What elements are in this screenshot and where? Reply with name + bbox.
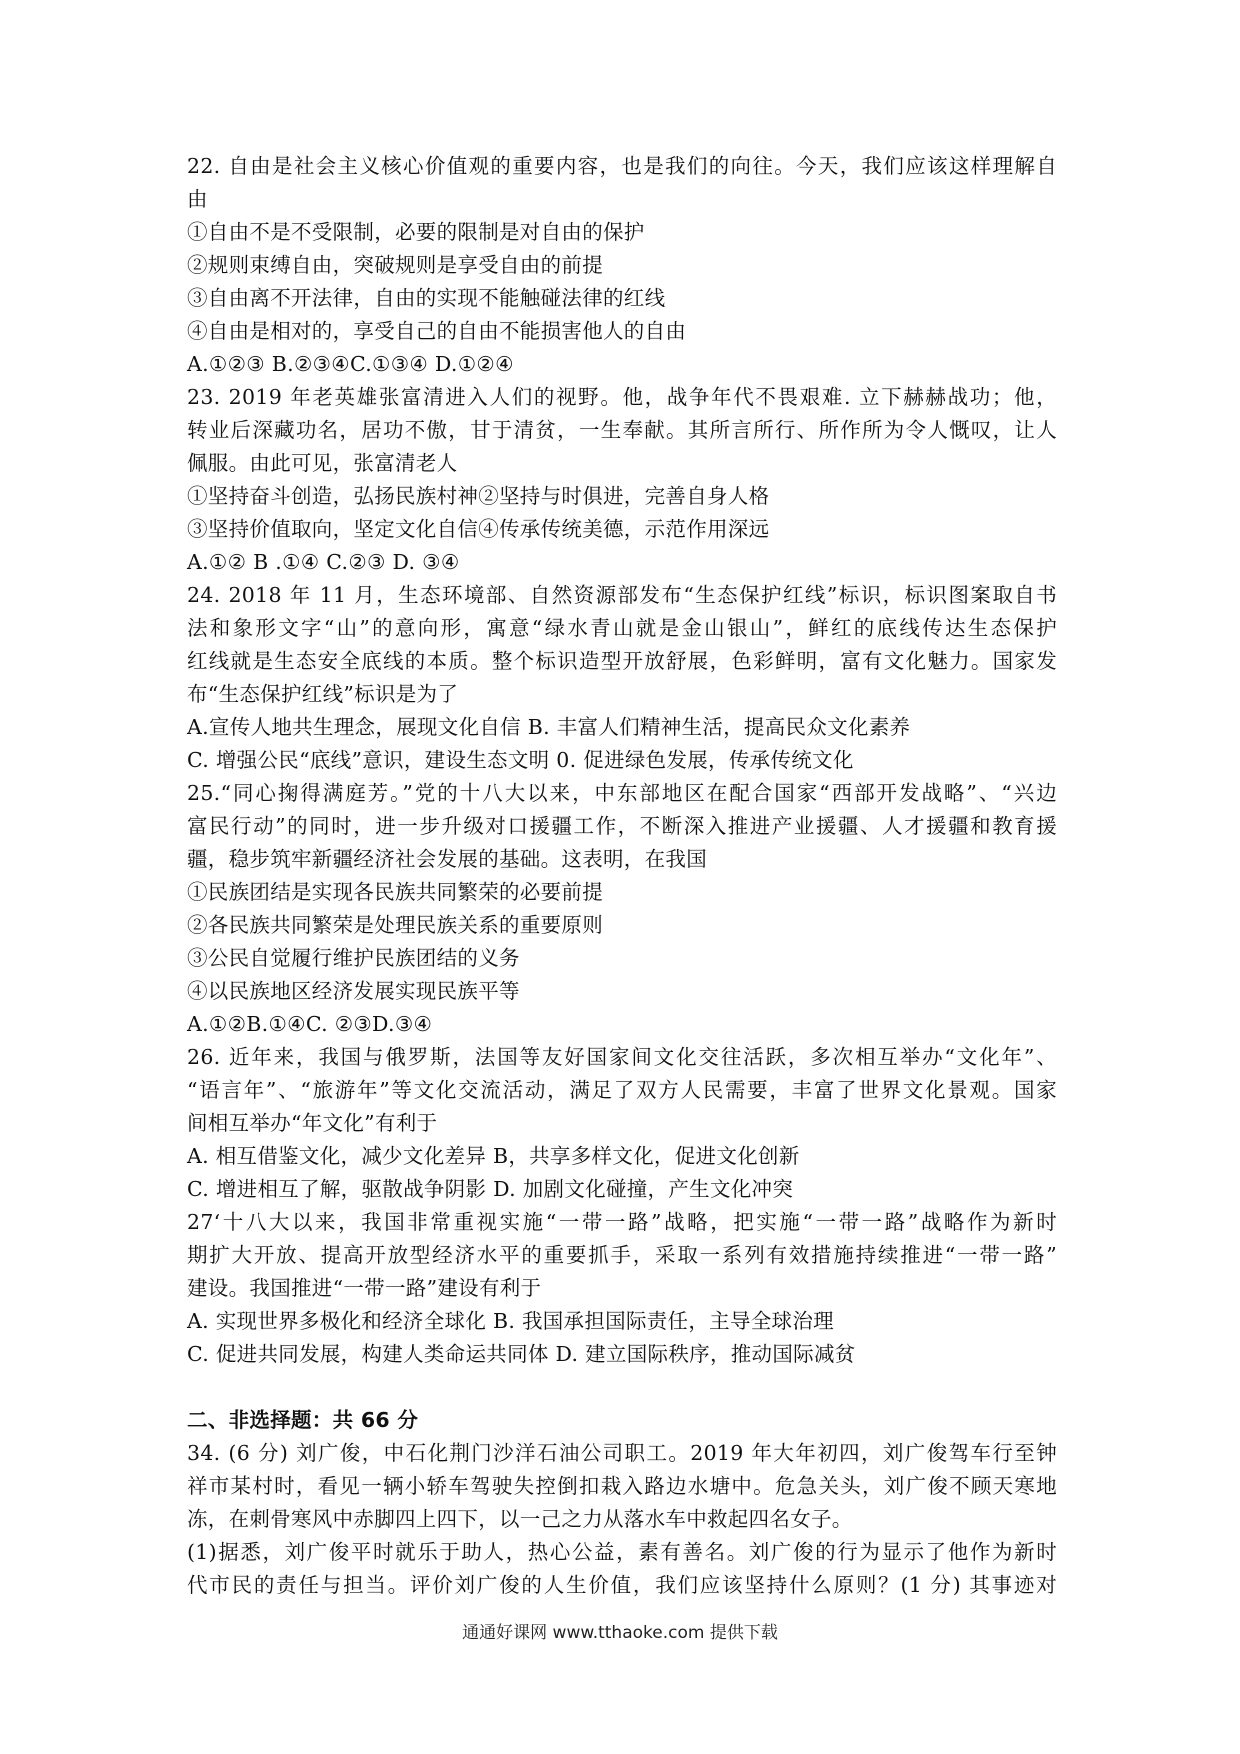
text-line: “语言年”、“旅游年”等文化交流活动，满足了双方人民需要，丰富了世界文化景观。国家: [187, 1078, 1057, 1102]
text-line: A. 相互借鉴文化，减少文化差异 B，共享多样文化，促进文化创新: [187, 1144, 800, 1168]
text-line: 24. 2018 年 11 月，生态环境部、自然资源部发布“生态保护红线”标识，标识图案取自书: [187, 583, 1057, 607]
question-block: [187, 579, 1057, 777]
text-line: ③公民自觉履行维护民族团结的义务: [187, 946, 520, 970]
text-line: 冻，在刺骨寒风中赤脚四上四下，以一己之力从落水车中救起四名女子。: [187, 1507, 853, 1531]
question-block: [187, 381, 1057, 579]
text-line: C. 促进共同发展，构建人类命运共同体 D. 建立国际秩序，推动国际减贫: [187, 1342, 856, 1366]
text-line: ③坚持价值取向，坚定文化自信④传承传统美德，示范作用深远: [187, 517, 770, 541]
text-line: 26. 近年来，我国与俄罗斯，法国等友好国家间文化交往活跃，多次相互举办“文化年”、: [187, 1045, 1057, 1069]
text-line: A.①②③ B.②③④C.①③④ D.①②④: [187, 352, 514, 376]
text-line: ④以民族地区经济发展实现民族平等: [187, 979, 520, 1003]
text-line: A.①② B .①④ C.②③ D. ③④: [187, 550, 460, 574]
text-line: C. 增进相互了解，驱散战争阴影 D. 加剧文化碰撞，产生文化冲突: [187, 1177, 794, 1201]
text-line: 34. (6 分) 刘广俊，中石化荆门沙洋石油公司职工。2019 年大年初四，刘广俊驾车行至钟: [187, 1441, 1057, 1465]
text-line: 代市民的责任与担当。评价刘广俊的人生价值，我们应该坚持什么原则？(1 分) 其事迹对: [187, 1573, 1057, 1597]
question-block: [187, 1041, 1057, 1206]
text-line: 转业后深藏功名，居功不傲，甘于清贫，一生奉献。其所言所行、所作所为令人慨叹，让人: [187, 418, 1057, 442]
text-line: 间相互举办“年文化”有利于: [187, 1111, 438, 1135]
text-line: 期扩大开放、提高开放型经济水平的重要抓手，采取一系列有效措施持续推进“一带一路”: [187, 1243, 1057, 1267]
text-line: A. 实现世界多极化和经济全球化 B. 我国承担国际责任，主导全球治理: [187, 1309, 834, 1333]
text-line: A.①②B.①④C. ②③D.③④: [187, 1012, 433, 1036]
section-spacer: [187, 1371, 1057, 1404]
section-heading: 二、非选择题：共 66 分: [187, 1408, 419, 1432]
text-line: ④自由是相对的，享受自己的自由不能损害他人的自由: [187, 319, 687, 343]
text-line: A.宣传人地共生理念，展现文化自信 B. 丰富人们精神生活，提高民众文化素养: [187, 715, 911, 739]
text-line: ②规则束缚自由，突破规则是享受自由的前提: [187, 253, 603, 277]
document-body: [187, 150, 1057, 1602]
text-line: C. 增强公民“底线”意识，建设生态文明 0. 促进绿色发展，传承传统文化: [187, 748, 854, 772]
text-line: 由: [187, 187, 208, 211]
text-line: 23. 2019 年老英雄张富清进入人们的视野。他，战争年代不畏艰难. 立下赫赫战功；他，: [187, 385, 1057, 409]
text-line: ①民族团结是实现各民族共同繁荣的必要前提: [187, 880, 603, 904]
question-block: [187, 150, 1057, 381]
text-line: (1)据悉，刘广俊平时就乐于助人，热心公益，素有善名。刘广俊的行为显示了他作为新时: [187, 1540, 1057, 1564]
text-line: 富民行动”的同时，进一步升级对口援疆工作，不断深入推进产业援疆、人才援疆和教育援: [187, 814, 1057, 838]
multiple-choice-questions: [187, 150, 1057, 1371]
question-block: [187, 777, 1057, 1041]
question-34: [187, 1437, 1057, 1602]
text-line: ①坚持奋斗创造，弘扬民族村神②坚持与时俱进，完善自身人格: [187, 484, 770, 508]
text-line: 法和象形文字“山”的意向形，寓意“绿水青山就是金山银山”，鲜红的底线传达生态保护: [187, 616, 1057, 640]
text-line: 22. 自由是社会主义核心价值观的重要内容，也是我们的向往。今天，我们应该这样理解自: [187, 154, 1057, 178]
text-line: 布“生态保护红线”标识是为了: [187, 682, 459, 706]
text-line: ①自由不是不受限制，必要的限制是对自由的保护: [187, 220, 645, 244]
text-line: 祥市某村时，看见一辆小轿车驾驶失控倒扣栽入路边水塘中。危急关头，刘广俊不顾天寒地: [187, 1474, 1057, 1498]
text-line: 疆，稳步筑牢新疆经济社会发展的基础。这表明，在我国: [187, 847, 707, 871]
page-footer: 通通好课网 www.tthaoke.com 提供下载: [462, 1623, 778, 1643]
text-line: 建设。我国推进“一带一路”建设有利于: [187, 1276, 542, 1300]
text-line: 红线就是生态安全底线的本质。整个标识造型开放舒展，色彩鲜明，富有文化魅力。国家发: [187, 649, 1057, 673]
text-line: ③自由离不开法律，自由的实现不能触碰法律的红线: [187, 286, 666, 310]
text-line: ②各民族共同繁荣是处理民族关系的重要原则: [187, 913, 603, 937]
text-line: 25.“同心掬得满庭芳。”党的十八大以来，中东部地区在配合国家“西部开发战略”、“兴边: [187, 781, 1057, 805]
question-block: [187, 1206, 1057, 1371]
text-line: 27‘十八大以来，我国非常重视实施“一带一路”战略，把实施“一带一路”战略作为新时: [187, 1210, 1057, 1234]
text-line: 佩服。由此可见，张富清老人: [187, 451, 458, 475]
